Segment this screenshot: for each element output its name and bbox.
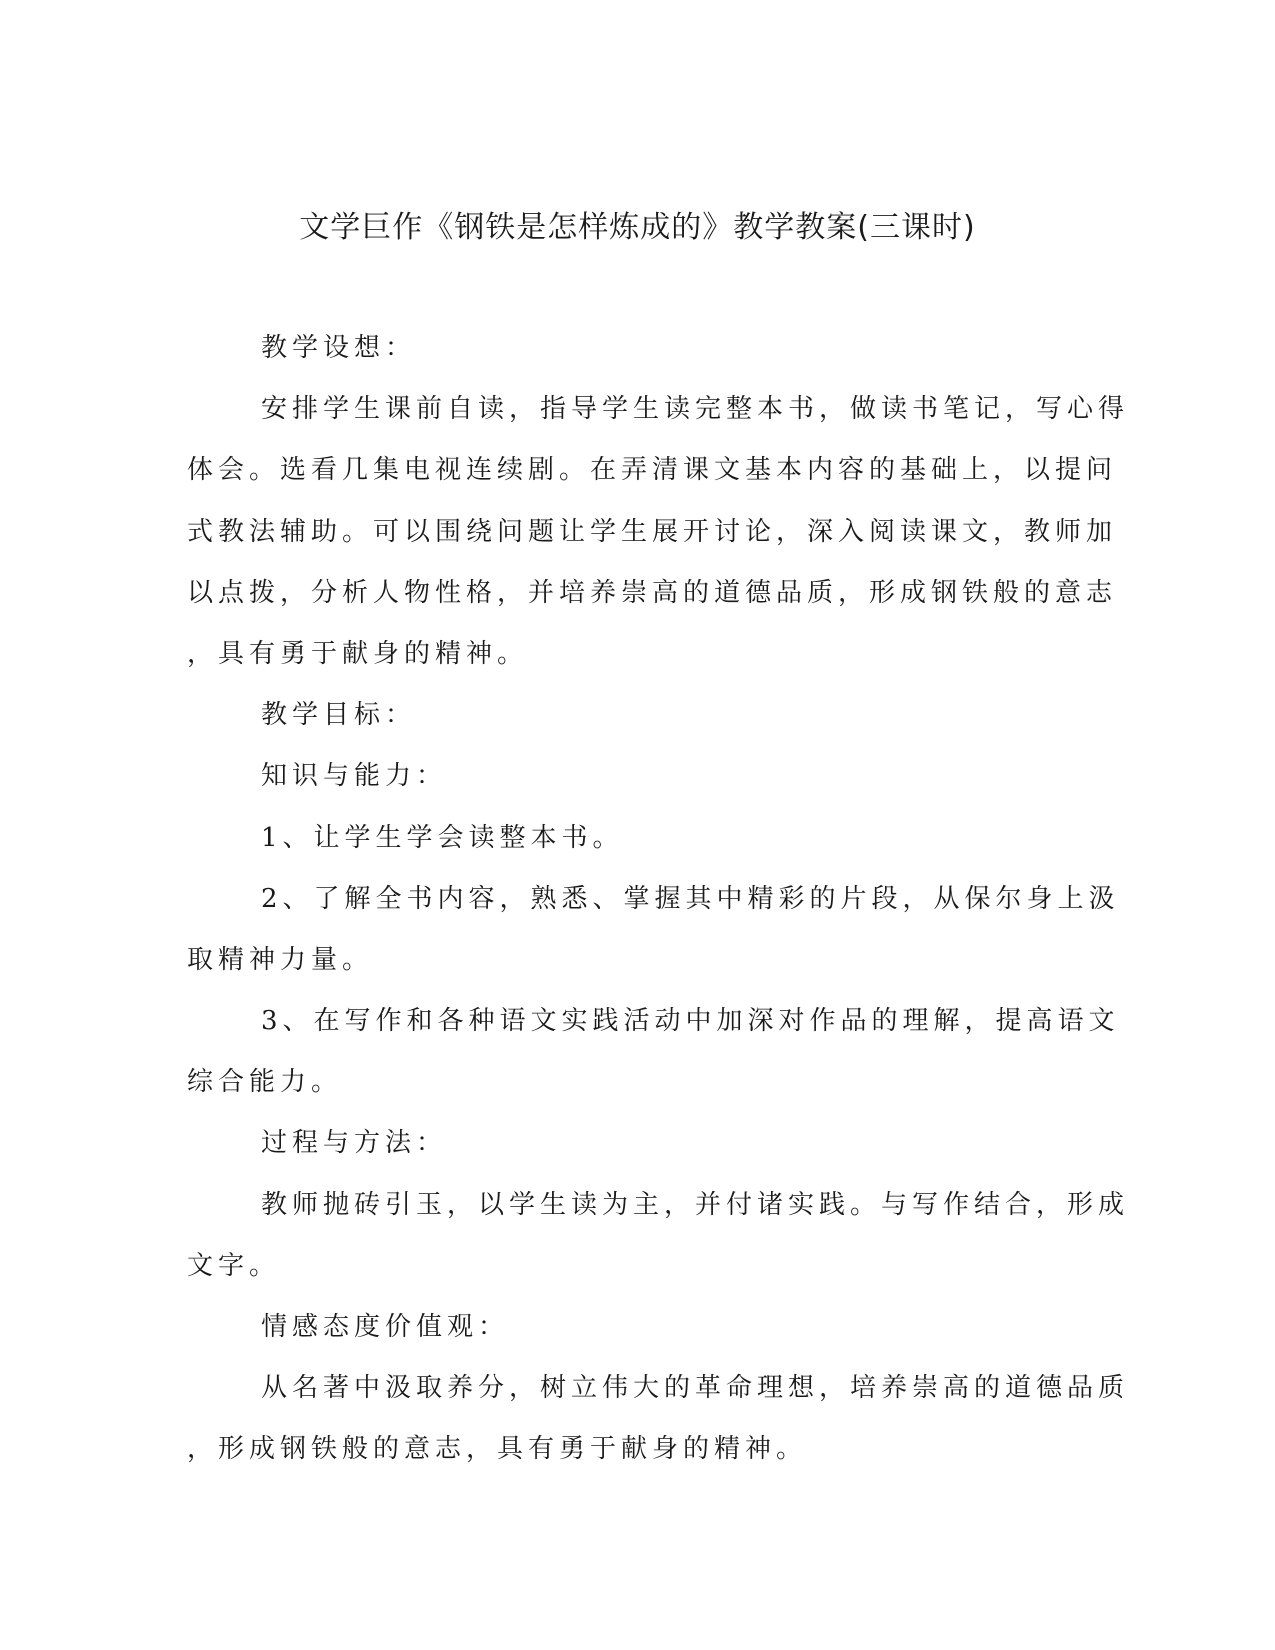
- heading-teaching-goals: 教学目标：: [261, 700, 417, 731]
- document-body: [187, 318, 1130, 1481]
- list-item-2: 2、了解全书内容，熟悉、掌握其中精彩的片段，从保尔身上汲: [261, 883, 1120, 914]
- paragraph-line: 式教法辅助。可以围绕问题让学生展开讨论，深入阅读课文，教师加: [187, 516, 1118, 547]
- list-item-3-continued: 综合能力。: [187, 1067, 343, 1098]
- paragraph-line: ，形成钢铁般的意志，具有勇于献身的精神。: [187, 1434, 808, 1465]
- paragraph-line: 体会。选看几集电视连续剧。在弄清课文基本内容的基础上，以提问: [187, 455, 1118, 486]
- paragraph-line: 教师抛砖引玉，以学生读为主，并付诸实践。与写作结合，形成: [261, 1189, 1130, 1220]
- subheading-process-method: 过程与方法：: [261, 1128, 448, 1159]
- paragraph-line: 安排学生课前自读，指导学生读完整本书，做读书笔记，写心得: [261, 394, 1130, 425]
- subheading-emotion-values: 情感态度价值观：: [261, 1312, 510, 1342]
- list-item-3: 3、在写作和各种语文实践活动中加深对作品的理解，提高语文: [261, 1006, 1120, 1037]
- list-item-2-continued: 取精神力量。: [187, 944, 374, 975]
- paragraph-line: ，具有勇于献身的精神。: [187, 638, 529, 669]
- document-title: 文学巨作《钢铁是怎样炼成的》教学教案(三课时): [299, 210, 976, 245]
- paragraph-line: 从名著中汲取养分，树立伟大的革命理想，培养崇高的道德品质: [261, 1373, 1130, 1404]
- paragraph-line: 文字。: [187, 1250, 281, 1281]
- heading-teaching-concept: 教学设想：: [261, 333, 417, 363]
- paragraph-line: 以点拨，分析人物性格，并培养崇高的道德品质，形成钢铁般的意志: [187, 577, 1118, 608]
- subheading-knowledge-ability: 知识与能力：: [261, 761, 448, 792]
- list-item-1: 1、让学生学会读整本书。: [261, 822, 624, 853]
